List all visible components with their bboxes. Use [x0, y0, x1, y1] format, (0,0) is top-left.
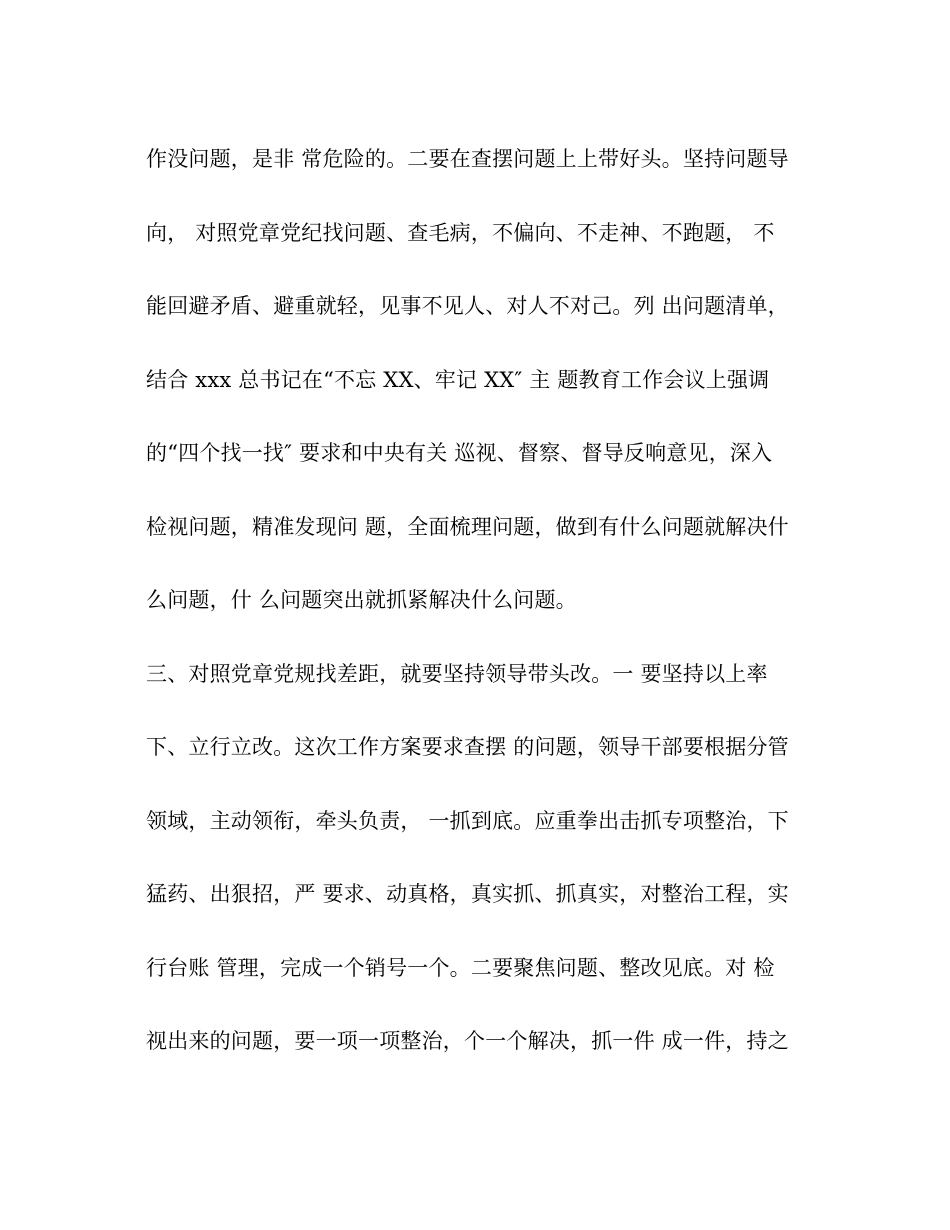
- text-line-1: 作没问题，是非 常危险的。二要在查摆问题上上带好头。坚持问题导: [146, 147, 789, 171]
- text-line-4: 结合 xxx 总书记在“不忘 XX、牢记 XX″ 主 题教育工作会议上强调: [146, 367, 770, 392]
- text-line-11: 猛药、出狠招，严 要求、动真格，真实抓、抓真实，对整治工程，实: [146, 882, 789, 906]
- text-line-7: 么问题，什 么问题突出就抓紧解决什么问题。: [146, 588, 577, 612]
- text-line-13: 视出来的问题，要一项一项整治，个一个解决，抓一件 成一件，持之: [146, 1029, 789, 1053]
- text-line-5: 的“四个找一找″ 要求和中央有关 巡视、督察、督导反响意见，深入: [146, 441, 773, 465]
- text-line-8: 三、对照党章党规找差距，就要坚持领导带头改。一 要坚持以上率: [146, 661, 768, 686]
- text-line-6: 检视问题，精准发现问 题，全面梳理问题，做到有什么问题就解决什: [146, 514, 789, 539]
- text-line-2: 向， 对照党章党纪找问题、查毛病，不偏向、不走神、不跑题， 不: [146, 220, 775, 245]
- text-line-9: 下、立行立改。这次工作方案要求查摆 的问题，领导干部要根据分管: [146, 735, 789, 759]
- document-body: [146, 136, 816, 1092]
- text-line-10: 领域，主动领衔，牵头负责， 一抓到底。应重拳出击抓专项整治，下: [146, 808, 789, 833]
- text-line-3: 能回避矛盾、避重就轻，见事不见人、对人不对己。列 出问题清单，: [146, 294, 789, 318]
- text-line-12: 行台账 管理，完成一个销号一个。二要聚焦问题、整改见底。对 检: [146, 955, 775, 980]
